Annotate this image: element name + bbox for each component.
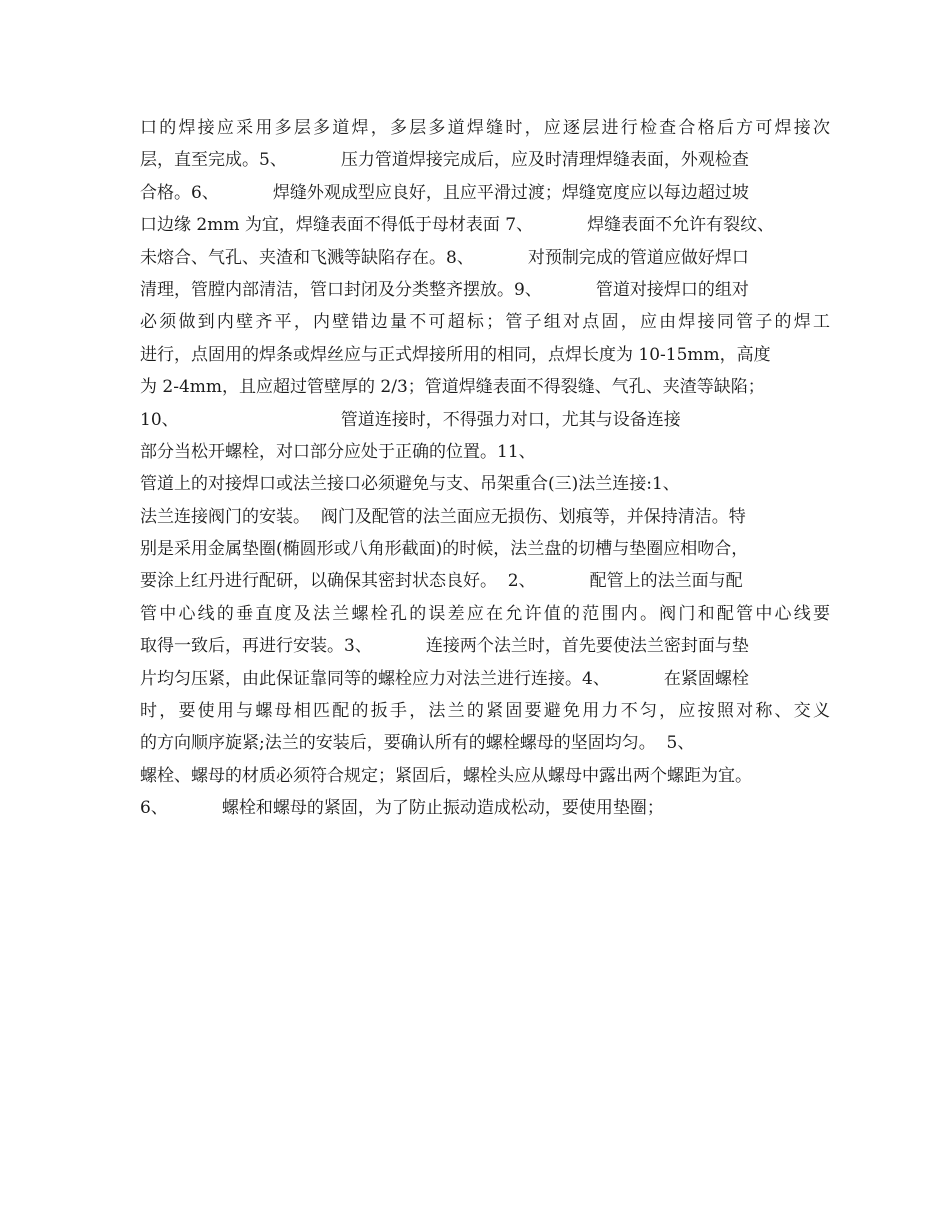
text-line: 口边缘 2mm 为宜，焊缝表面不得低于母材表面 7、 焊缝表面不允许有裂纹、 [140,215,775,236]
text-line: 清理，管膛内部清洁，管口封闭及分类整齐摆放。9、 管道对接焊口的组对 [140,279,749,300]
text-line: 口的焊接应采用多层多道焊，多层多道焊缝时，应逐层进行检查合格后方可焊接次 [140,118,830,138]
text-line: 为 2-4mm，且应超过管壁厚的 2/3；管道焊缝表面不得裂缝、气孔、夹渣等缺陷； [140,377,765,398]
text-line: 管道上的对接焊口或法兰接口必须避免与支、吊架重合(三)法兰连接:1、 [140,474,680,495]
text-line: 层，直至完成。5、 压力管道焊接完成后，应及时清理焊缝表面，外观检查 [140,150,749,171]
text-line: 部分当松开螺栓，对口部分应处于正确的位置。11、 [140,441,536,462]
text-line: 法兰连接阀门的安装。 阀门及配管的法兰面应无损伤、划痕等，并保持清洁。特 [140,506,746,527]
text-line: 取得一致后，再进行安装。3、 连接两个法兰时，首先要使法兰密封面与垫 [140,636,749,657]
text-line: 片均匀压紧，由此保证靠同等的螺栓应力对法兰进行连接。4、 在紧固螺栓 [140,668,749,689]
text-line: 要涂上红丹进行配研，以确保其密封状态良好。 2、 配管上的法兰面与配 [140,571,743,592]
text-line: 合格。6、 焊缝外观成型应良好，且应平滑过渡；焊缝宽度应以每边超过坡 [140,182,749,203]
text-line: 的方向顺序旋紧;法兰的安装后，要确认所有的螺栓螺母的坚固均匀。 5、 [140,733,695,754]
body-text [140,112,830,825]
text-line: 进行，点固用的焊条或焊丝应与正式焊接所用的相同，点焊长度为 10-15mm，高度 [140,344,771,365]
text-line: 别是采用金属垫圈(椭圆形或八角形截面)的时候，法兰盘的切槽与垫圈应相吻合， [140,539,749,560]
text-line: 管中心线的垂直度及法兰螺栓孔的误差应在允许值的范围内。阀门和配管中心线要 [140,603,830,624]
text-line: 10、 管道连接时，不得强力对口，尤其与设备连接 [140,409,681,430]
text-line: 6、 螺栓和螺母的紧固，为了防止振动造成松动，要使用垫圈； [140,798,664,819]
text-line: 未熔合、气孔、夹渣和飞溅等缺陷存在。8、 对预制完成的管道应做好焊口 [140,247,749,268]
text-line: 必须做到内壁齐平，内壁错边量不可超标；管子组对点固，应由焊接同管子的焊工 [140,312,830,333]
text-line: 螺栓、螺母的材质必须符合规定；紧固后，螺栓头应从螺母中露出两个螺距为宜。 [140,765,752,786]
text-line: 时，要使用与螺母相匹配的扳手，法兰的紧固要避免用力不匀，应按照对称、交义 [140,701,830,722]
